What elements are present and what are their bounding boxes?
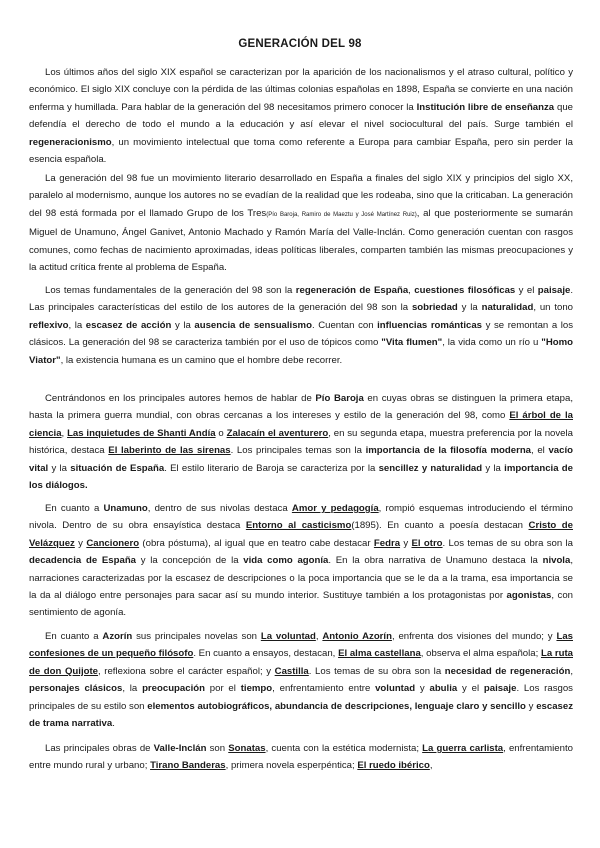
paragraph-azorin <box>29 628 573 732</box>
text-run: y la <box>171 319 195 331</box>
text-run: , la <box>122 683 143 695</box>
highlight: ausencia de sensualismo <box>194 319 312 331</box>
highlight: regeneración de España <box>295 285 409 296</box>
highlight: abulia <box>429 683 458 695</box>
footnote-small: (Pío Baroja, Ramiro de Maeztu y José Martínez Ruiz) <box>266 211 417 218</box>
page-title: GENERACIÓN DEL 98 <box>238 38 362 50</box>
text-run: , <box>570 665 573 677</box>
highlight: importancia de los diálogos. <box>29 462 573 492</box>
text-run: , observa el alma española; <box>420 648 541 660</box>
text-run: La generación del 98 fue un movimiento literario desarrollado en España a finales del siglo XIX y principios del siglo XX, paralelo al modernismo, aunque los autores no se evadían de la realidad que les rodeaba, sino que la criticaban. La generación del 98 está formada por el llamado Grupo de los Tres <box>29 173 573 219</box>
highlight: naturalidad <box>481 302 534 314</box>
text-run: , un movimiento intelectual que toma como referente a Europa para cambiar España, pero sin perder la esencia española. <box>29 136 573 166</box>
text-run: , <box>429 760 433 772</box>
highlight: necesidad de regeneración <box>444 665 571 677</box>
text-run: , rompió esquemas introduciendo el término nivola. Dentro de su obra ensayística destaca <box>29 503 573 532</box>
work-title: El otro <box>411 537 443 549</box>
text-run: , con sentimiento de agonía. <box>29 590 573 619</box>
text-run: y <box>400 537 412 549</box>
work-title: Cristo de Velázquez <box>29 520 573 549</box>
text-run: En cuanto a <box>45 631 103 642</box>
text-run: Las principales obras de <box>45 743 154 754</box>
highlight: cuestiones filosóficas <box>414 285 516 296</box>
text-run: , en su segunda etapa, muestra preferencia por la novela histórica, destaca <box>29 427 573 457</box>
highlight: paisaje <box>483 683 517 695</box>
text-run: , enfrentamiento entre <box>272 683 376 695</box>
work-title: La ruta de don Quijote <box>29 648 573 677</box>
highlight: decadencia de España <box>29 555 137 567</box>
highlight: reflexivo <box>29 319 69 331</box>
text-run: que defendía el derecho de todo el mundo a la educación y así elevar el nivel sociocultural del país. Surge también el <box>29 101 573 131</box>
work-title: Sonatas <box>228 743 266 754</box>
highlight: Azorín <box>102 631 133 642</box>
text-run: (1895). En cuanto a poesía destacan <box>351 520 529 532</box>
text-run: , la <box>68 319 86 331</box>
highlight: tiempo <box>240 683 273 695</box>
work-title: Las confesiones de un pequeño filósofo <box>29 631 573 660</box>
text-run: , <box>61 427 68 439</box>
highlight: paisaje <box>537 285 571 296</box>
text-run: y <box>74 537 87 549</box>
highlight: personajes clásicos <box>29 683 123 695</box>
text-run: son <box>206 743 229 754</box>
text-run: , dentro de sus nivolas destaca <box>147 503 292 514</box>
text-run: , reflexiona sobre el carácter español; y <box>98 665 275 677</box>
highlight: importancia de la filosofía moderna <box>365 445 532 457</box>
work-title: El alma castellana <box>338 648 421 660</box>
highlight: influencias románticas <box>377 319 483 331</box>
paragraph-intro <box>29 64 573 168</box>
text-run: , enfrentamiento entre mundo rural y urbano; <box>29 743 573 772</box>
highlight: sencillez y naturalidad <box>378 462 483 474</box>
text-run: , cuenta con la estética modernista; <box>265 743 423 754</box>
text-run: en cuyas obras se distinguen la primera etapa, hasta la primera guerra mundial, con obras cercanas a los intereses y estilo de la generación del 98, como <box>29 393 573 422</box>
highlight: vacío vital <box>29 445 574 474</box>
work-title: Tirano Banderas <box>150 760 226 772</box>
text-run: . Los temas de su obra son la <box>442 537 573 549</box>
text-run: . Los temas de su obra son la <box>308 665 445 677</box>
text-run: , un tono <box>533 302 574 314</box>
work-title: Entorno al casticismo <box>245 520 352 532</box>
work-title: La guerra carlista <box>422 743 504 754</box>
highlight: agonistas <box>506 590 552 602</box>
highlight: preocupación <box>142 683 205 695</box>
highlight: nivola <box>542 555 571 567</box>
text-run: (obra póstuma), al igual que en teatro cabe destacar <box>139 537 374 549</box>
text-run: Los últimos años del siglo XIX español se caracterizan por la aparición de los nacionalismos y el atraso cultural, político y económico. El siglo XIX concluye con la pérdida de las últimas colonias españolas en 1898, España se convierte en una nación enferma y humillada. Para hablar de la generación del 98 necesitamos primero conocer la <box>29 67 573 113</box>
highlight: sobriedad <box>411 302 458 314</box>
paragraph-baroja <box>29 390 573 494</box>
work-title: Las inquietudes de Shanti Andía <box>67 427 216 439</box>
highlight: vida como agonía <box>243 555 329 567</box>
work-title: Castilla <box>274 665 309 677</box>
text-run: y se remontan a los clásicos. La generación del 98 se caracteriza también por el uso de tópicos como <box>29 319 574 349</box>
work-title: La voluntad <box>260 631 316 642</box>
work-title: El laberinto de las sirenas <box>108 445 231 457</box>
highlight: Pío Baroja <box>315 393 364 404</box>
text-run: , la existencia humana es un camino que el hombre debe recorrer. <box>60 354 343 366</box>
work-title: Zalacaín el aventurero <box>226 427 329 439</box>
text-run: , al que posteriormente se sumarán Miguel de Unamuno, Ángel Ganivet, Antonio Machado y Ramón María del Valle-Inclán. Como generación cuentan con rasgos comunes, como fechas de nacimiento aproximadas, ideas políticas liberales, comparten también las mismas preocupaciones y la actitud crítica frente al problema de España. <box>29 207 573 274</box>
text-run: . Los principales temas son la <box>230 445 366 457</box>
text-run: , <box>315 631 323 642</box>
text-run: . Las principales características del estilo de los autores de la generación del 98 son la <box>29 285 574 314</box>
text-run: . Los rasgos principales de su estilo son <box>29 683 573 712</box>
work-title: Antonio Azorín <box>322 631 392 642</box>
highlight: escasez de acción <box>85 319 172 331</box>
work-title: Amor y pedagogía <box>291 503 379 514</box>
text-run: y la <box>48 462 71 474</box>
text-run: y la concepción de la <box>136 555 244 567</box>
highlight: Institución libre de enseñanza <box>416 101 555 113</box>
work-title: Cancionero <box>86 537 140 549</box>
text-run: , <box>408 285 415 296</box>
text-run: , la vida como un río u <box>442 337 542 349</box>
highlight: "Vita flumen" <box>381 337 443 349</box>
text-run: por el <box>204 683 241 695</box>
highlight: situación de España <box>70 462 165 474</box>
highlight: elementos autobiográficos, abundancia de descripciones, lenguaje claro y sencillo <box>147 700 526 712</box>
text-run: , enfrenta dos visiones del mundo; y <box>391 631 557 642</box>
text-run: y <box>415 683 430 695</box>
text-run: . <box>112 718 115 730</box>
highlight: Unamuno <box>103 503 148 514</box>
paragraph-generation <box>29 170 573 276</box>
work-title: Fedra <box>373 537 401 549</box>
highlight: Valle-Inclán <box>153 743 207 754</box>
text-run: , el <box>531 445 549 457</box>
text-run: y la <box>482 462 505 474</box>
text-run: , primera novela esperpéntica; <box>225 760 358 772</box>
text-run: sus principales novelas son <box>132 631 261 642</box>
text-run: Centrándonos en los principales autores hemos de hablar de <box>45 393 316 404</box>
text-run: o <box>215 427 227 439</box>
text-run: , narraciones caracterizadas por la escasez de descripciones o la poca importancia que se le da a la trama, esa importancia se la da al diálogo entre personajes para sacar así su mundo interior. Sustituye también a los protagonistas por <box>29 555 573 602</box>
text-run: . En cuanto a ensayos, destacan, <box>193 648 339 660</box>
text-run: y <box>525 700 537 712</box>
highlight: regeneracionismo <box>29 136 112 148</box>
text-run: En cuanto a <box>45 503 104 514</box>
text-run: . El estilo literario de Baroja se caracteriza por la <box>164 462 379 474</box>
highlight: "Homo Viator" <box>29 337 573 366</box>
text-run: y el <box>515 285 538 296</box>
text-run: . En la obra narrativa de Unamuno destaca la <box>328 555 543 567</box>
highlight: escasez de trama narrativa <box>29 700 574 730</box>
paragraph-unamuno <box>29 500 573 622</box>
text-run: . Cuentan con <box>311 319 378 331</box>
text-run: Los temas fundamentales de la generación del 98 son la <box>45 285 296 296</box>
highlight: voluntad <box>375 683 416 695</box>
text-run: y la <box>457 302 482 314</box>
text-run: y el <box>457 683 484 695</box>
paragraph-valle-inclan <box>29 740 573 775</box>
work-title: El ruedo ibérico <box>357 760 430 772</box>
work-title: El árbol de la ciencia <box>29 410 573 439</box>
paragraph-themes <box>29 282 573 369</box>
